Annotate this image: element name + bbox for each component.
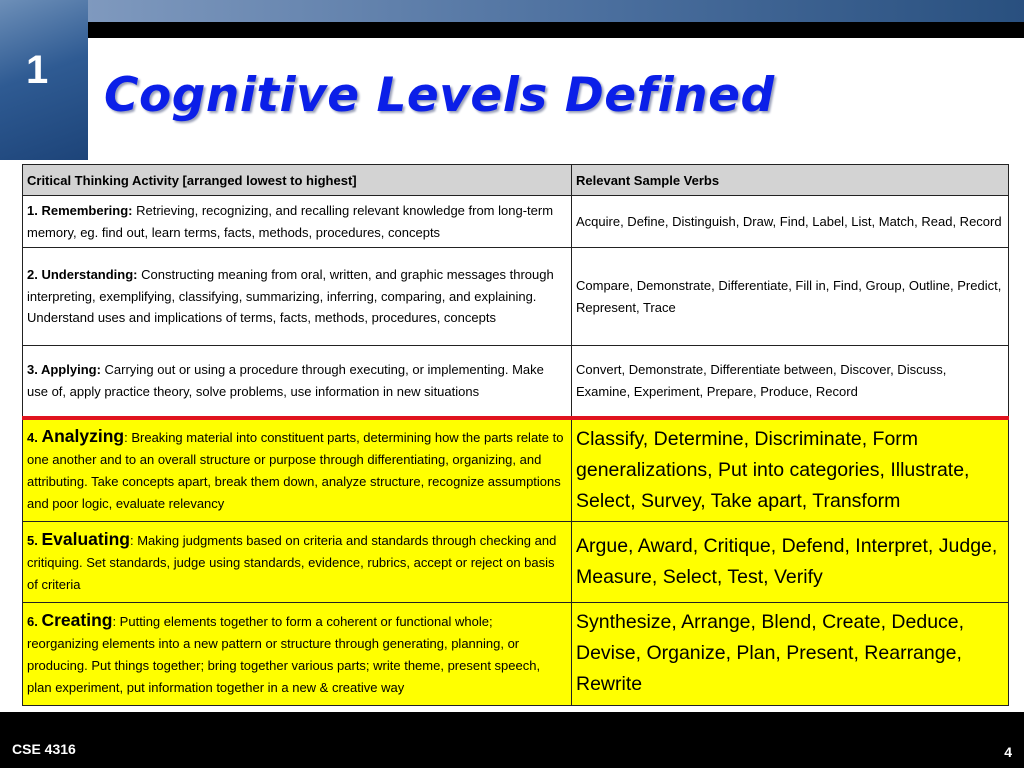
activity-cell [23,346,572,418]
activity-cell [23,248,572,346]
level-prefix: 6. [27,613,42,629]
level-prefix: 4. [27,430,42,445]
activity-cell [23,196,572,248]
table-row [23,602,1009,705]
level-term: 1. Remembering: [27,203,133,218]
verbs-cell: Classify, Determine, Discriminate, Form generalizations, Put into categories, Illustrate, Select, Survey, Take apart, Transform [572,418,1009,522]
level-term: 2. Understanding: [27,267,138,283]
level-description: : Making judgments based on criteria and standards through checking and critiquing. Set standards, judge using standards, evidence, rubrics, accept or reject on basis of criteria [27,532,557,592]
column-header-activity: Critical Thinking Activity [arranged lowest to highest] [23,165,572,196]
level-term: 3. Applying: [27,362,101,378]
verbs-cell: Argue, Award, Critique, Defend, Interpret, Judge, Measure, Select, Test, Verify [572,521,1009,602]
table-row [23,521,1009,602]
table-row [23,196,1009,248]
level-description: : Putting elements together to form a coherent or functional whole; reorganizing elements into a new pattern or structure through generating, planning, or producing. Put things together; bring together various parts; write theme, present speech, plan experiment, put information together in a new & creative way [27,613,541,695]
header-black-bar [88,22,1024,38]
header-gradient-strip [88,0,1024,22]
level-term: Analyzing [41,426,125,446]
level-description: Constructing meaning from oral, written, and graphic messages through interpreting, exemplifying, classifying, summarizing, inferring, comparing, and explaining. Understand uses and implications of terms, facts, methods, procedures, concepts [27,267,554,326]
column-header-verbs: Relevant Sample Verbs [572,165,1009,196]
slide-title: Cognitive Levels Defined [104,68,775,123]
verbs-cell: Compare, Demonstrate, Differentiate, Fill in, Find, Group, Outline, Predict, Represent, Trace [572,248,1009,346]
course-label: CSE 4316 [12,741,76,757]
level-term: Creating [41,609,113,630]
table-row [23,418,1009,522]
level-prefix: 5. [27,532,42,548]
level-term: Evaluating [41,528,130,549]
activity-cell [23,521,572,602]
table-row [23,248,1009,346]
table-header-row [23,165,1009,196]
activity-cell [23,418,572,522]
verbs-cell: Acquire, Define, Distinguish, Draw, Find, Label, List, Match, Read, Record [572,196,1009,248]
level-description: : Breaking material into constituent parts, determining how the parts relate to one another and to an overall structure or purpose through differentiating, organizing, and attributing. Take concepts apart, break them down, analyze structure, recognize assumptions and poor logic, evaluate relevancy [27,430,564,511]
page-number: 4 [1004,744,1012,760]
table-row [23,346,1009,418]
activity-cell [23,602,572,705]
slide-number-panel [0,0,88,160]
verbs-cell: Synthesize, Arrange, Blend, Create, Deduce, Devise, Organize, Plan, Present, Rearrange, Rewrite [572,602,1009,705]
verbs-cell: Convert, Demonstrate, Differentiate between, Discover, Discuss, Examine, Experiment, Prepare, Produce, Record [572,346,1009,418]
slide-number: 1 [26,48,49,92]
level-description: Retrieving, recognizing, and recalling relevant knowledge from long-term memory, eg. find out, learn terms, facts, methods, procedures, concepts [27,203,554,240]
level-description: Carrying out or using a procedure through executing, or implementing. Make use of, apply practice theory, solve problems, use information in new situations [27,362,544,399]
footer-bar [0,712,1024,768]
cognitive-levels-table [22,164,1009,706]
